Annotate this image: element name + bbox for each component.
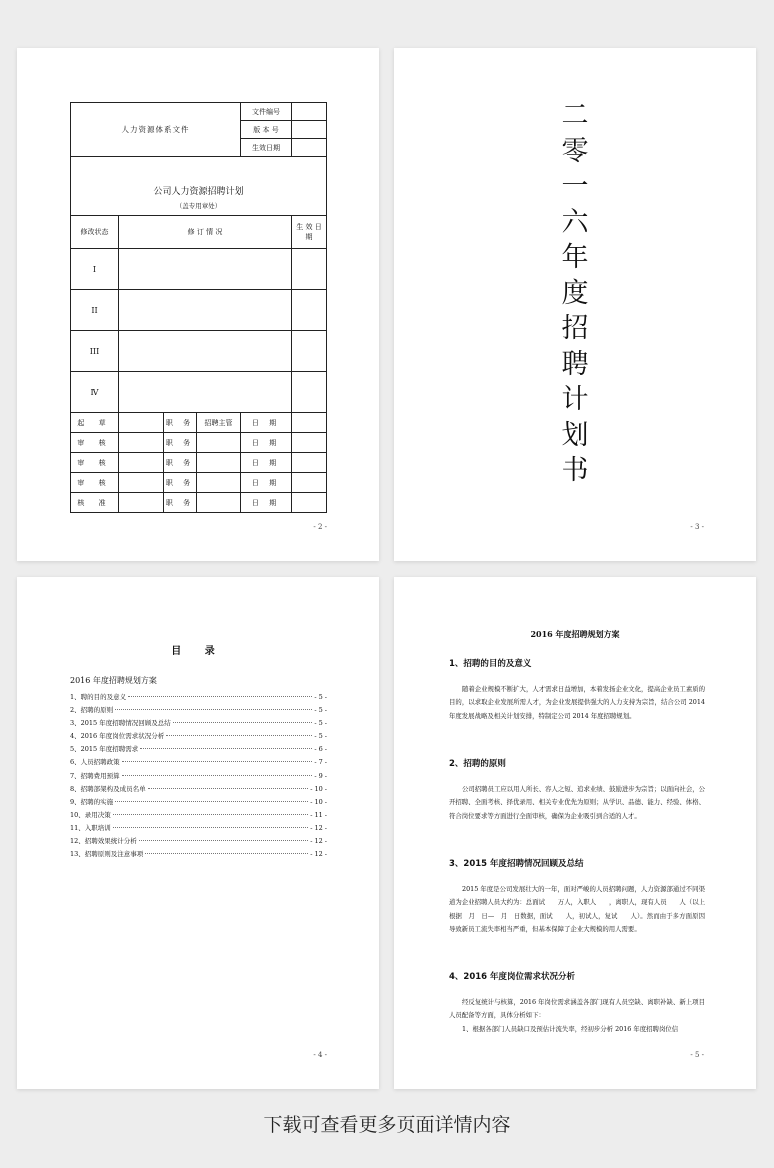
toc-leader	[113, 814, 308, 815]
toc-entry-page: - 7 -	[314, 758, 327, 767]
revision-content	[119, 249, 292, 290]
toc-leader	[140, 748, 312, 749]
toc-entry[interactable]	[70, 744, 327, 757]
effective-date-value	[292, 139, 327, 157]
toc-leader	[113, 827, 308, 828]
page-number: - 5 -	[690, 1051, 704, 1059]
title-char: 零	[561, 135, 589, 167]
section-purpose	[449, 657, 705, 723]
toc-leader	[148, 788, 309, 789]
sign-post-label: 职 务	[164, 413, 197, 433]
sign-name	[119, 453, 164, 473]
toc-leader	[128, 696, 312, 697]
title-char: 一	[561, 171, 589, 202]
toc-entry-label: 5、2015 年度招聘需求	[70, 745, 139, 754]
revision-date	[292, 290, 327, 331]
section-body: 经反复统计与核算，2016 年岗位需求涵盖各部门现有人员空缺、离职补缺、新上项目人员配备等方面，具体分析如下：	[449, 998, 705, 1020]
version-label: 版 本 号	[241, 121, 292, 139]
page-number: - 3 -	[690, 523, 704, 531]
sign-role: 核 准	[71, 493, 119, 513]
doc-no-value	[292, 103, 327, 121]
sign-role: 起 草	[71, 413, 119, 433]
section-principles	[449, 757, 705, 823]
toc-entry-label: 4、2016 年度岗位需求状况分析	[70, 732, 165, 741]
revision-date	[292, 372, 327, 413]
toc-entry[interactable]	[70, 705, 327, 718]
toc-entry-label: 3、2015 年度招聘情况回顾及总结	[70, 719, 171, 728]
revision-date	[292, 249, 327, 290]
sign-role: 审 核	[71, 453, 119, 473]
version-value	[292, 121, 327, 139]
sign-name	[119, 473, 164, 493]
sign-post-label: 职 务	[164, 493, 197, 513]
title-char: 计	[561, 384, 589, 415]
toc-entry-page: - 12 -	[310, 837, 327, 846]
revision-content	[119, 290, 292, 331]
system-label: 人力资源体系文件	[71, 103, 241, 157]
toc-entry-label: 9、招聘的实施	[70, 797, 114, 806]
toc-entry-page: - 10 -	[310, 797, 327, 806]
toc-entry-label: 12、招聘效果统计分析	[70, 837, 137, 846]
toc-entry-page: - 5 -	[314, 732, 327, 741]
section-review	[449, 857, 705, 936]
section-body: 随着企业规模不断扩大，人才需求日益增加，本着发扬企业文化，提高企业员工素质的目的，以求取企业发展所需人才，为企业发展提供强大的人力支持为宗旨，结合公司 2014 年度发展战略及相关计划安排，特制定公司 2014 年度招聘规划。	[449, 685, 705, 720]
toc-entry-page: - 9 -	[314, 771, 327, 780]
toc-entry[interactable]	[70, 692, 327, 705]
toc-entry-page: - 12 -	[310, 850, 327, 859]
toc-entry-page: - 6 -	[314, 745, 327, 754]
sign-date-label: 日 期	[241, 453, 292, 473]
revision-status: II	[71, 290, 119, 331]
toc-entry-label: 13、招聘原则及注意事项	[70, 850, 144, 859]
title-char: 年	[561, 242, 589, 273]
toc-leader	[139, 840, 308, 841]
toc-entry-label: 2、招聘的原则	[70, 706, 114, 715]
sign-name	[119, 413, 164, 433]
toc-entry-page: - 5 -	[314, 706, 327, 715]
toc-entry-label: 7、招聘费用预算	[70, 771, 120, 780]
vertical-title	[555, 98, 595, 489]
sign-date-label: 日 期	[241, 413, 292, 433]
toc-entry[interactable]	[70, 771, 327, 784]
sign-name	[119, 433, 164, 453]
sign-post-value	[197, 453, 241, 473]
toc-entry-label: 8、招聘部架构及成员名单	[70, 784, 146, 793]
toc-entry[interactable]	[70, 757, 327, 770]
effective-date-label: 生效日期	[241, 139, 292, 157]
sign-post-label: 职 务	[164, 473, 197, 493]
sign-date-label: 日 期	[241, 473, 292, 493]
sign-post-label: 职 务	[164, 433, 197, 453]
stamp-note: （盖专用章处）	[71, 201, 327, 216]
document-page-2	[17, 48, 379, 561]
doc-no-label: 文件编号	[241, 103, 292, 121]
section-heading: 3、2015 年度招聘情况回顾及总结	[449, 859, 584, 869]
toc-leader	[166, 735, 312, 736]
title-char: 二	[561, 100, 589, 131]
sign-post-value	[197, 473, 241, 493]
control-table	[70, 102, 327, 513]
toc-entry-page: - 5 -	[314, 693, 327, 701]
section-demand	[449, 970, 705, 1036]
sign-date-value	[292, 473, 327, 493]
toc-leader	[122, 761, 313, 762]
sign-post-value	[197, 433, 241, 453]
col-status-header: 修改状态	[71, 216, 119, 249]
title-char: 聘	[561, 348, 589, 380]
toc-list	[70, 692, 327, 862]
sign-date-value	[292, 493, 327, 513]
col-date-header: 生 效 日 期	[292, 216, 327, 249]
toc-entry[interactable]	[70, 836, 327, 849]
section-heading: 4、2016 年度岗位需求状况分析	[449, 972, 576, 982]
toc-leader	[122, 775, 313, 776]
toc-entry-label: 10、录用决策	[70, 810, 111, 819]
title-char: 书	[561, 455, 589, 486]
toc-entry-label: 11、入职培训	[70, 823, 111, 832]
title-char: 招	[561, 313, 589, 344]
title-char: 度	[561, 277, 589, 309]
toc-entry[interactable]	[70, 849, 327, 862]
section-body: 2015 年度是公司发展壮大的一年，面对严峻的人员招聘问题，人力资源部通过不同渠道为企业招聘人员大约为：总面试 万人，入职人 ，离职人，现有人员 人（以上根据 月 日— 月 日数据，面试 人，初试人，复试 人）。然而由于多方面原因导致新员工流失率相当严重，但基本保障了企业大规模的用人需要。	[449, 885, 705, 933]
toc-leader	[115, 801, 308, 802]
col-revision-header: 修 订 情 况	[119, 216, 292, 249]
section-body: 1、根据各部门人员缺口及预估计流失率，经初步分析 2016 年度招聘岗位信	[462, 1024, 679, 1033]
page-number: - 4 -	[313, 1051, 327, 1059]
download-hint[interactable]: 下载可查看更多页面详情内容	[263, 1114, 511, 1136]
sign-name	[119, 493, 164, 513]
toc-entry[interactable]	[70, 823, 327, 836]
toc-leader	[145, 853, 308, 854]
title-char: 划	[561, 419, 589, 451]
toc-entry[interactable]	[70, 784, 327, 797]
sign-date-value	[292, 453, 327, 473]
document-page-4	[17, 577, 379, 1089]
toc-title: 目 录	[171, 646, 225, 657]
toc-entry-page: - 11 -	[310, 810, 327, 819]
revision-status: I	[71, 249, 119, 290]
toc-entry[interactable]	[70, 810, 327, 823]
toc-leader	[173, 722, 313, 723]
toc-leader	[115, 709, 312, 710]
plan-title: 公司人力资源招聘计划	[71, 157, 327, 202]
document-title: 2016 年度招聘规划方案	[530, 629, 620, 639]
toc-entry-label: 6、人员招聘政策	[70, 758, 120, 767]
section-heading: 2、招聘的原则	[449, 759, 506, 769]
revision-content	[119, 372, 292, 413]
sign-role: 审 核	[71, 473, 119, 493]
toc-entry[interactable]	[70, 718, 327, 731]
sign-post-value: 招聘主管	[197, 413, 241, 433]
revision-content	[119, 331, 292, 372]
toc-entry-page: - 5 -	[314, 719, 327, 728]
toc-entry-page: - 12 -	[310, 823, 327, 832]
revision-status: Ⅳ	[71, 372, 119, 413]
title-char: 六	[561, 206, 589, 238]
toc-entry-page: - 10 -	[310, 784, 327, 793]
revision-date	[292, 331, 327, 372]
toc-entry-label: 1、聘的目的及意义	[70, 693, 127, 701]
toc-entry[interactable]	[70, 731, 327, 744]
sign-post-value	[197, 493, 241, 513]
document-page-3	[394, 48, 756, 561]
sign-date-label: 日 期	[241, 433, 292, 453]
page-number: - 2 -	[313, 523, 327, 531]
sign-post-label: 职 务	[164, 453, 197, 473]
sign-date-label: 日 期	[241, 493, 292, 513]
sign-role: 审 核	[71, 433, 119, 453]
toc-entry[interactable]	[70, 797, 327, 810]
toc-subtitle: 2016 年度招聘规划方案	[70, 676, 157, 685]
sign-date-value	[292, 433, 327, 453]
revision-status: III	[71, 331, 119, 372]
sign-date-value	[292, 413, 327, 433]
document-page-5	[394, 577, 756, 1089]
section-body: 公司招聘员工应以用人所长、容人之短、追求业绩、鼓励进步为宗旨；以面向社会，公开招聘、全面考核、择优录用、相关专业优先为原则；从学识、品德、能力、经验、体格、符合岗位要求等方面进行全面审核，确保为企业吸引到合适的人才。	[449, 785, 705, 820]
section-heading: 1、招聘的目的及意义	[449, 659, 532, 669]
